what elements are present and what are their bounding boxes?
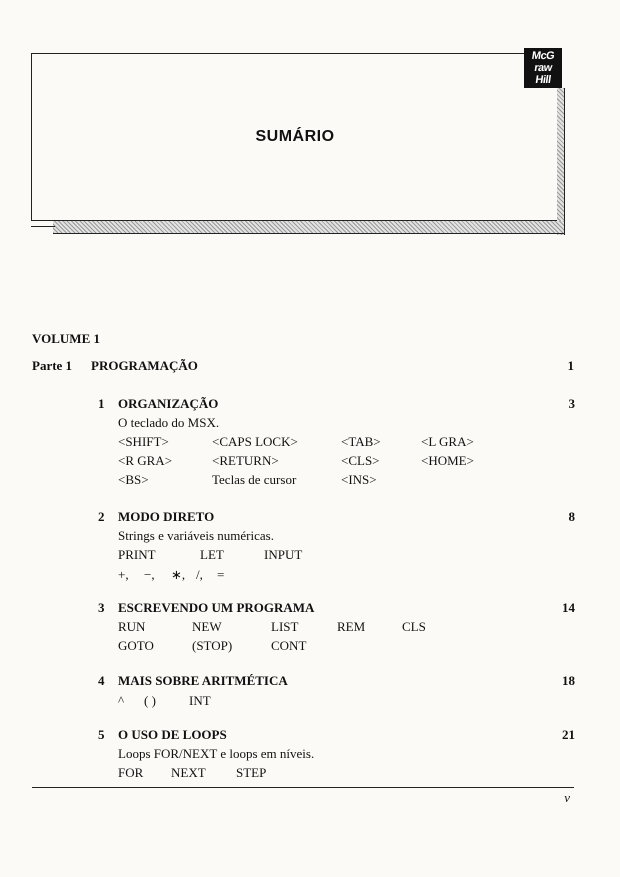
chapter-number: 2	[98, 509, 105, 524]
chapter-entry	[0, 673, 575, 708]
keyword: −,	[144, 567, 155, 582]
chapter-title: ESCREVENDO UM PROGRAMA	[118, 600, 315, 615]
chapter-number: 3	[98, 600, 105, 615]
keyword: REM	[337, 619, 366, 634]
part-title: PROGRAMAÇÃO	[91, 358, 198, 373]
part-heading	[32, 358, 574, 376]
keyword: LIST	[271, 619, 299, 634]
chapter-description: Strings e variáveis numéricas.	[118, 528, 274, 543]
chapter-entry	[0, 509, 575, 582]
keyword: <BS>	[118, 472, 149, 487]
chapter-entry	[0, 600, 575, 653]
keyword: <INS>	[341, 472, 377, 487]
keyword: NEXT	[171, 765, 206, 780]
chapter-description: O teclado do MSX.	[118, 415, 220, 430]
keyword: CLS	[402, 619, 426, 634]
page-number: v	[564, 790, 570, 805]
footer-rule	[32, 787, 574, 788]
chapter-number: 5	[98, 727, 105, 742]
chapter-page-number: 8	[568, 509, 575, 524]
chapter-title: MAIS SOBRE ARITMÉTICA	[118, 673, 288, 688]
keyword: INT	[189, 693, 211, 708]
keyword: ( )	[144, 693, 156, 708]
chapter-entry	[0, 727, 575, 780]
publisher-logo: McG raw Hill	[524, 48, 562, 88]
chapter-entry	[0, 396, 575, 487]
part-label: Parte 1	[32, 358, 73, 373]
title-box-shadow	[557, 88, 565, 235]
keyword: <CLS>	[341, 453, 380, 468]
keyword: CONT	[271, 638, 307, 653]
chapter-title: ORGANIZAÇÃO	[118, 396, 219, 411]
keyword: (STOP)	[192, 638, 233, 653]
chapter-title: MODO DIRETO	[118, 509, 215, 524]
page-title: SUMÁRIO	[255, 128, 335, 145]
keyword: <TAB>	[341, 434, 381, 449]
chapter-title: O USO DE LOOPS	[118, 727, 227, 742]
keyword: <HOME>	[421, 453, 474, 468]
volume-heading: VOLUME 1	[32, 331, 100, 346]
keyword: <L GRA>	[421, 434, 474, 449]
keyword: FOR	[118, 765, 144, 780]
keyword: <CAPS LOCK>	[212, 434, 298, 449]
chapter-page-number: 14	[562, 600, 575, 615]
chapter-page-number: 21	[562, 727, 575, 742]
keyword: GOTO	[118, 638, 154, 653]
title-box-underline	[31, 226, 55, 227]
keyword: RUN	[118, 619, 146, 634]
keyword: =	[217, 567, 225, 582]
chapter-page-number: 3	[568, 396, 575, 411]
keyword: <RETURN>	[212, 453, 279, 468]
keyword: NEW	[192, 619, 222, 634]
keyword: /,	[196, 567, 203, 582]
keyword: <SHIFT>	[118, 434, 169, 449]
keyword: PRINT	[118, 547, 156, 562]
keyword: LET	[200, 547, 224, 562]
keyword: ^	[118, 693, 125, 708]
chapter-number: 4	[98, 673, 105, 688]
chapter-number: 1	[98, 396, 105, 411]
keyword: STEP	[236, 765, 267, 780]
keyword: ∗,	[171, 567, 186, 582]
part-page-number: 1	[567, 358, 574, 373]
title-box-shadow-bottom	[53, 221, 564, 234]
chapter-description: Loops FOR/NEXT e loops em níveis.	[118, 746, 315, 761]
keyword: Teclas de cursor	[212, 472, 297, 487]
keyword: <R GRA>	[118, 453, 173, 468]
keyword: +,	[118, 567, 129, 582]
keyword: INPUT	[264, 547, 303, 562]
chapter-page-number: 18	[562, 673, 575, 688]
